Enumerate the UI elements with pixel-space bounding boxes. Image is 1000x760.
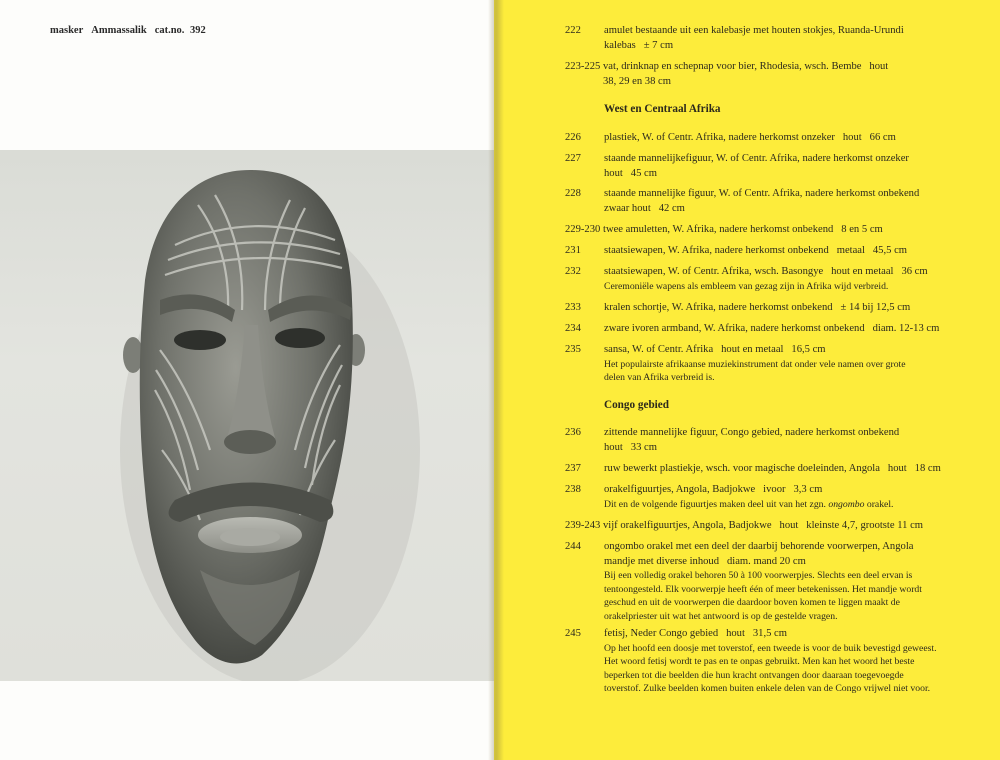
entry-line: zwaar hout 42 cm: [604, 202, 685, 214]
entry-line: plastiek, W. of Centr. Afrika, nadere herkomst onzeker hout 66 cm: [604, 132, 896, 143]
entry-line: hout 45 cm: [604, 167, 657, 179]
entry-line: kalebas ± 7 cm: [604, 39, 674, 51]
entry-number: 226: [565, 132, 581, 143]
photo-caption: [50, 25, 214, 36]
entry-line: kralen schortje, W. Afrika, nadere herkomst onbekend ± 14 bij 12,5 cm: [604, 302, 911, 313]
entry-line: staatsiewapen, W. of Centr. Afrika, wsch. Basongye hout en metaal 36 cm: [604, 266, 928, 277]
entry-line: ruw bewerkt plastiekje, wsch. voor magische doeleinden, Angola hout 18 cm: [604, 463, 941, 474]
section-heading: Congo gebied: [604, 399, 669, 411]
entry-line: vijf orakelfiguurtjes, Angola, Badjokwe hout kleinste 4,7, grootste 11 cm: [603, 520, 924, 531]
entry-line: staande mannelijkefiguur, W. of Centr. Afrika, nadere herkomst onzeker: [604, 153, 909, 164]
entry-number: 227: [565, 153, 581, 164]
entry-note: Het woord fetisj wordt te pas en te onpas gebruikt. Men kan het woord het beste: [604, 656, 915, 668]
entry-note: toverstof. Zulke beelden komen buiten enkele delen van de Congo vrijwel niet voor.: [604, 683, 931, 695]
entry-line: staatsiewapen, W. Afrika, nadere herkomst onbekend metaal 45,5 cm: [604, 245, 908, 256]
entry-note: Het populairste afrikaanse muziekinstrument dat onder vele namen over grote: [604, 358, 906, 370]
section-heading: West en Centraal Afrika: [604, 103, 721, 115]
page-gutter: [488, 0, 504, 760]
caption-catalog-number: cat.no. 392: [154, 25, 206, 36]
entry-note: beperken tot die beelden die hun kracht ontvangen door daaraan toegevoegde: [604, 669, 904, 681]
entry-number: 229-230: [565, 224, 601, 235]
entry-number: 222: [565, 25, 581, 36]
entry-line: vat, drinknap en schepnap voor bier, Rhodesia, wsch. Bembe hout: [603, 61, 889, 72]
caption-title: masker: [50, 25, 84, 36]
entry-line: 38, 29 en 38 cm: [603, 75, 671, 87]
entry-note: geschud en uit de voorwerpen die daardoor boven komen te liggen maakt de: [604, 597, 900, 609]
entry-line: ongombo orakel met een deel der daarbij behorende voorwerpen, Angola: [604, 541, 914, 552]
entry-note: tentoongesteld. Elk voorwerpje heeft één of meer betekenissen. Het mandje wordt: [604, 583, 922, 595]
left-page: [0, 0, 494, 760]
entry-line: twee amuletten, W. Afrika, nadere herkomst onbekend 8 en 5 cm: [603, 224, 883, 235]
entry-number: 239-243: [565, 520, 601, 531]
entry-note: Op het hoofd een doosje met toverstof, een tweede is voor de buik bevestigd geweest.: [604, 642, 937, 654]
entry-note: orakelpriester uit wat het antwoord is op de gestelde vragen.: [604, 610, 838, 622]
mask-photo: [0, 150, 494, 681]
mask-illustration: [0, 150, 494, 681]
right-page: [494, 0, 1000, 760]
entry-number: 223-225: [565, 61, 601, 72]
entry-number: 234: [565, 323, 581, 334]
entry-number: 236: [565, 427, 581, 438]
entry-number: 245: [565, 628, 581, 639]
entry-line: fetisj, Neder Congo gebied hout 31,5 cm: [604, 628, 788, 639]
entry-number: 228: [565, 188, 581, 199]
entry-note: Ceremoniële wapens als embleem van gezag zijn in Afrika wijd verbreid.: [604, 280, 889, 292]
entry-line: amulet bestaande uit een kalebasje met houten stokjes, Ruanda-Urundi: [604, 25, 904, 36]
entry-line: zware ivoren armband, W. Afrika, nadere herkomst onbekend diam. 12-13 cm: [604, 323, 940, 334]
caption-origin: Ammassalik: [91, 25, 147, 36]
entry-line: mandje met diverse inhoud diam. mand 20 cm: [604, 555, 806, 567]
entry-number: 237: [565, 463, 581, 474]
entry-line: zittende mannelijke figuur, Congo gebied, nadere herkomst onbekend: [604, 427, 900, 438]
entry-line: sansa, W. of Centr. Afrika hout en metaal 16,5 cm: [604, 344, 826, 355]
entry-line: orakelfiguurtjes, Angola, Badjokwe ivoor 3,3 cm: [604, 484, 823, 495]
entry-number: 231: [565, 245, 581, 256]
entry-note: Dit en de volgende figuurtjes maken deel uit van het zgn. ongombo orakel.: [604, 498, 894, 510]
entry-line: hout 33 cm: [604, 441, 657, 453]
entry-number: 235: [565, 344, 581, 355]
ongombo-term: ongombo: [828, 498, 865, 510]
entry-note: delen van Afrika verbreid is.: [604, 372, 715, 384]
entry-number: 232: [565, 266, 581, 277]
entry-note: Bij een volledig orakel behoren 50 à 100 voorwerpjes. Slechts een deel ervan is: [604, 570, 913, 582]
entry-line: staande mannelijke figuur, W. of Centr. Afrika, nadere herkomst onbekend: [604, 188, 920, 199]
entry-number: 238: [565, 484, 581, 495]
entry-number: 244: [565, 541, 581, 552]
entry-number: 233: [565, 302, 581, 313]
